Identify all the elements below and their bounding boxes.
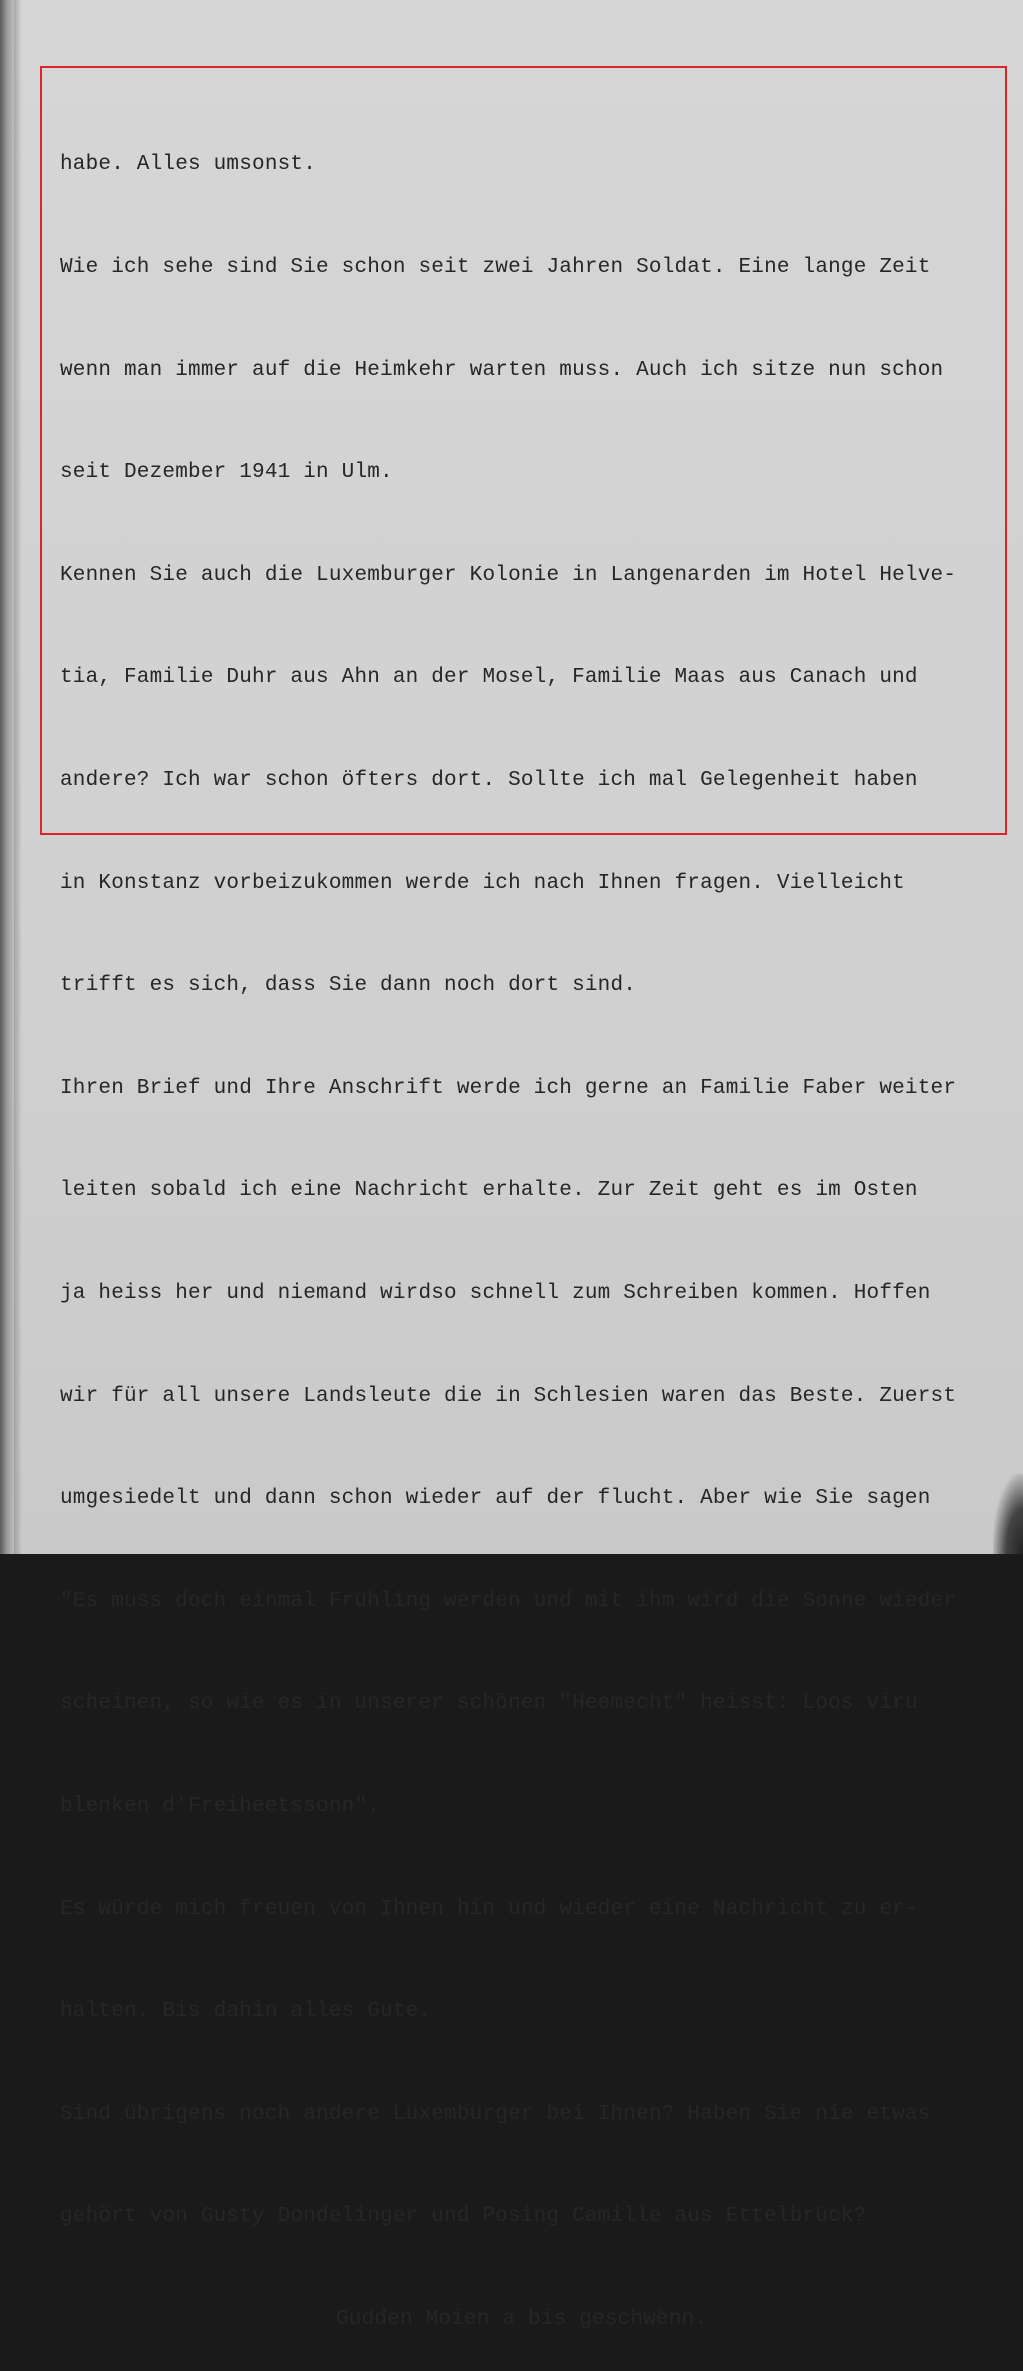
letter-line: umgesiedelt und dann schon wieder auf der flucht. Aber wie Sie sagen (60, 1487, 931, 1511)
letter-line: habe. Alles umsonst. (60, 153, 317, 177)
letter-line: tia, Familie Duhr aus Ahn an der Mosel, Familie Maas aus Canach und (60, 666, 918, 690)
letter-line: blenken d'Freiheetssonn". (60, 1794, 381, 1818)
letter-line: Es würde mich freuen von Ihnen hin und wieder eine Nachricht zu er- (60, 1897, 918, 1921)
letter-line: seit Dezember 1941 in Ulm. (60, 461, 393, 485)
letter-line: halten. Bis dahin alles Gute. (60, 2000, 432, 2024)
letter-line: Wie ich sehe sind Sie schon seit zwei Jahren Soldat. Eine lange Zeit (60, 256, 931, 279)
letter-closing: Gudden Moien a bis geschwënn. (336, 2307, 708, 2331)
letter-line: scheinen, so wie es in unserer schönen "Heemecht" heisst: Loos viru (60, 1692, 918, 1716)
letter-line: "Es muss doch einmal Frühling werden und mit ihm wird die Sonne wieder (60, 1589, 957, 1613)
letter-line: Kennen Sie auch die Luxemburger Kolonie in Langenarden im Hotel Helve- (60, 563, 957, 587)
page-binding-edge (0, 0, 14, 1554)
letter-line: trifft es sich, dass Sie dann noch dort sind. (60, 974, 637, 998)
letter-line: leiten sobald ich eine Nachricht erhalte. Zur Zeit geht es im Osten (60, 1179, 918, 1203)
letter-line: wenn man immer auf die Heimkehr warten muss. Auch ich sitze nun schon (60, 358, 944, 382)
letter-line: Ihren Brief und Ihre Anschrift werde ich gerne an Familie Faber weiter (60, 1076, 957, 1100)
letter-body (60, 80, 1000, 2371)
page-fold-shadow (14, 0, 22, 1554)
letter-line: in Konstanz vorbeizukommen werde ich nach Ihnen fragen. Vielleicht (60, 871, 905, 895)
letter-line: wir für all unsere Landsleute die in Schlesien waren das Beste. Zuerst (60, 1384, 957, 1408)
letter-line: Sind übrigens noch andere Luxemburger bei Ihnen? Haben Sie nie etwas (60, 2102, 931, 2126)
letter-line: gehört von Gusty Dondelinger und Posing Camille aus Ettelbrück? (60, 2205, 867, 2229)
letter-line: andere? Ich war schon öfters dort. Sollte ich mal Gelegenheit haben (60, 768, 918, 792)
letter-line: ja heiss her und niemand wirdso schnell zum Schreiben kommen. Hoffen (60, 1281, 931, 1305)
